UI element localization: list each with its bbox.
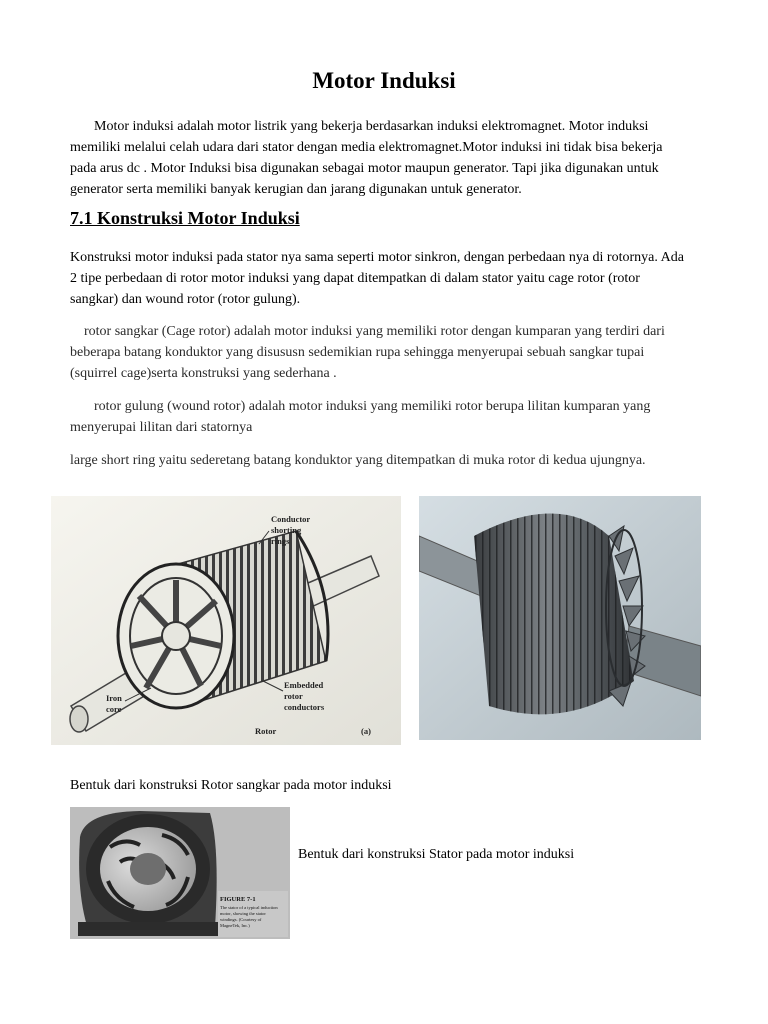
rotor-gulung-line: rotor gulung (wound rotor) adalah motor induksi yang memiliki rotor berupa lilitan kumparan yang — [94, 399, 651, 414]
label-embedded-3: conductors — [284, 702, 325, 712]
label-part: (a) — [361, 726, 371, 736]
rotor-gulung-line: menyerupai lilitan dari statornya — [70, 420, 253, 435]
rotor-sangkar-line: beberapa batang konduktor yang disususn sedemikian rupa sehingga menyerupai sebuah sangkar tupai — [70, 345, 645, 360]
konstruksi-line: sangkar) dan wound rotor (rotor gulung). — [70, 292, 301, 307]
short-ring-paragraph — [70, 450, 738, 471]
intro-line: pada arus dc . Motor Induksi bisa digunakan sebagai motor maupun generator. Tapi jika digunakan untuk — [70, 161, 659, 176]
rotor-sangkar-line: (squirrel cage)serta konstruksi yang sederhana . — [70, 366, 337, 381]
label-conductor-1: Conductor — [271, 514, 311, 524]
rotor-photo-figure — [419, 496, 701, 740]
rotor-sangkar-paragraph — [70, 321, 738, 384]
konstruksi-line: 2 tipe perbedaan di rotor motor induksi yang dapat ditempatkan di dalam stator yaitu cage rotor (rotor — [70, 271, 640, 286]
stator-label-1: FIGURE 7-1 — [220, 896, 256, 903]
short-ring-line: large short ring yaitu sederetang batang konduktor yang ditempatkan di muka rotor di kedua ujungnya. — [70, 453, 646, 468]
stator-photo-figure — [70, 807, 290, 939]
rotor-gulung-paragraph — [70, 396, 738, 438]
label-embedded-1: Embedded — [284, 680, 324, 690]
intro-paragraph — [70, 116, 738, 200]
stator-label-3: motor, showing the stator — [220, 911, 266, 916]
intro-line: memiliki melalui celah udara dari stator dengan media elektromagnet.Motor induksi ini tidak bisa bekerja — [70, 140, 663, 155]
page-title: Motor Induksi — [312, 68, 456, 93]
stator-label-2: The stator of a typical induction — [220, 905, 278, 910]
label-conductor-3: rings — [271, 536, 290, 546]
rotor-sangkar-line: rotor sangkar (Cage rotor) adalah motor induksi yang memiliki rotor dengan kumparan yang terdiri dari — [84, 324, 665, 339]
label-rotor: Rotor — [255, 726, 277, 736]
konstruksi-line: Konstruksi motor induksi pada stator nya sama seperti motor sinkron, dengan perbedaan nya di rotornya. Ada — [70, 250, 684, 265]
rotor-drawing-figure — [51, 496, 401, 745]
caption-rotor: Bentuk dari konstruksi Rotor sangkar pada motor induksi — [70, 778, 392, 793]
stator-label-5: MagneTek, Inc.) — [220, 923, 250, 928]
konstruksi-paragraph — [70, 247, 738, 310]
label-iron-2: core — [106, 704, 122, 714]
caption-stator: Bentuk dari konstruksi Stator pada motor induksi — [298, 847, 575, 862]
label-conductor-2: shorting — [271, 525, 302, 535]
intro-line: generator serta memiliki banyak kerugian dan jarang digunakan untuk generator. — [70, 182, 522, 197]
section-heading: 7.1 Konstruksi Motor Induksi — [70, 208, 300, 228]
label-iron-1: Iron — [106, 693, 122, 703]
label-embedded-2: rotor — [284, 691, 303, 701]
intro-line: Motor induksi adalah motor listrik yang bekerja berdasarkan induksi elektromagnet. Motor induksi — [94, 119, 649, 134]
stator-label-4: windings. (Courtesy of — [220, 917, 262, 922]
